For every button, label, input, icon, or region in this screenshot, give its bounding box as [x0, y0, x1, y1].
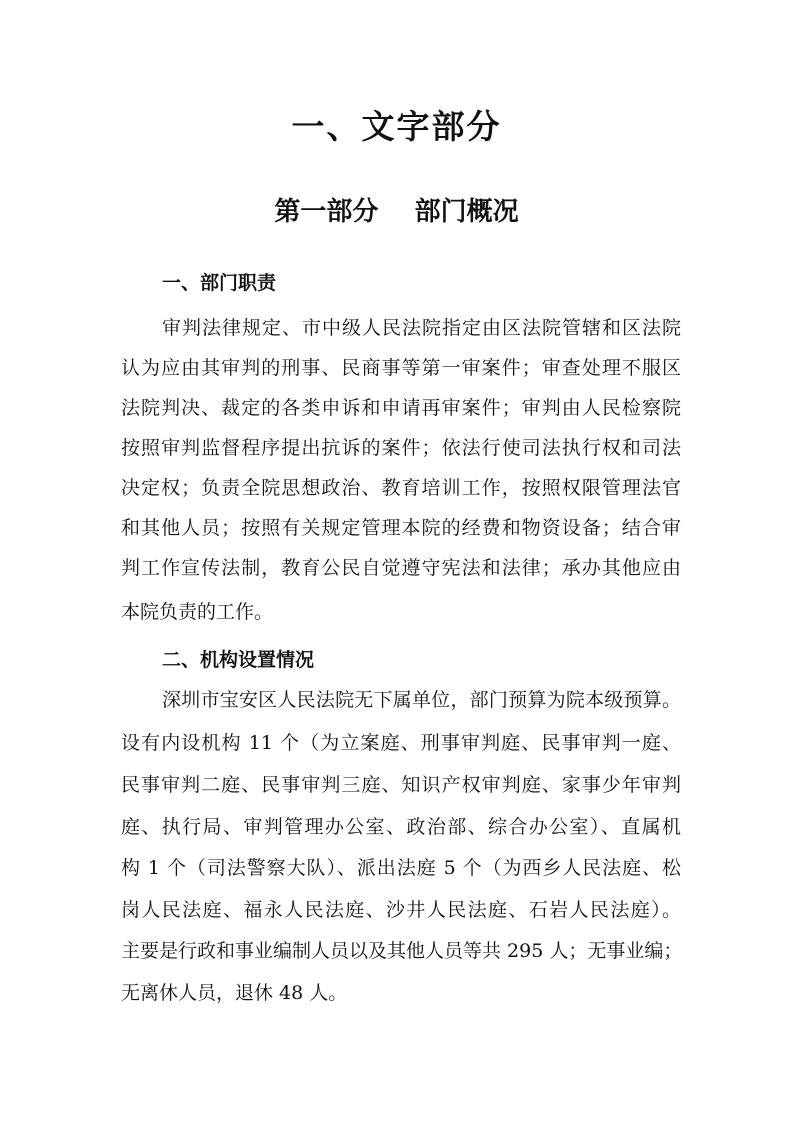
paragraph-line: 设有内设机构 11 个（为立案庭、刑事审判庭、民事审判一庭、 — [121, 732, 681, 754]
paragraph-line: 认为应由其审判的刑事、民商事等第一审案件；审查处理不服区 — [121, 357, 681, 379]
paragraph-line: 民事审判二庭、民事审判三庭、知识产权审判庭、家事少年审判 — [121, 774, 681, 796]
paragraph-line: 主要是行政和事业编制人员以及其他人员等共 295 人；无事业编； — [121, 940, 683, 962]
main-title: 一、文字部分 — [291, 107, 502, 146]
paragraph-line: 构 1 个（司法警察大队）、派出法庭 5 个（为西乡人民法庭、松 — [121, 857, 681, 879]
paragraph-line: 判工作宣传法制，教育公民自觉遵守宪法和法律；承办其他应由 — [121, 557, 681, 579]
paragraph-line: 岗人民法庭、福永人民法庭、沙井人民法庭、石岩人民法庭）。 — [121, 899, 681, 921]
paragraph-line: 庭、执行局、审判管理办公室、政治部、综合办公室）、直属机 — [121, 816, 681, 838]
paragraph-line: 审判法律规定、市中级人民法院指定由区法院管辖和区法院 — [162, 317, 681, 339]
part-title: 第一部分 部门概况 — [274, 197, 519, 227]
paragraph-line: 无离休人员，退休 48 人。 — [121, 982, 348, 1004]
paragraph-line: 深圳市宝安区人民法院无下属单位，部门预算为院本级预算。 — [162, 689, 681, 711]
paragraph-line: 和其他人员；按照有关规定管理本院的经费和物资设备；结合审 — [121, 517, 681, 539]
paragraph-line: 本院负责的工作。 — [121, 601, 274, 623]
paragraph-line: 按照审判监督程序提出抗诉的案件；依法行使司法执行权和司法 — [121, 437, 681, 459]
section-heading-duties: 一、部门职责 — [162, 272, 277, 294]
paragraph-line: 决定权；负责全院思想政治、教育培训工作，按照权限管理法官 — [121, 477, 681, 499]
paragraph-line: 法院判决、裁定的各类申诉和申请再审案件；审判由人民检察院 — [121, 397, 681, 419]
section-heading-organization: 二、机构设置情况 — [162, 649, 315, 671]
